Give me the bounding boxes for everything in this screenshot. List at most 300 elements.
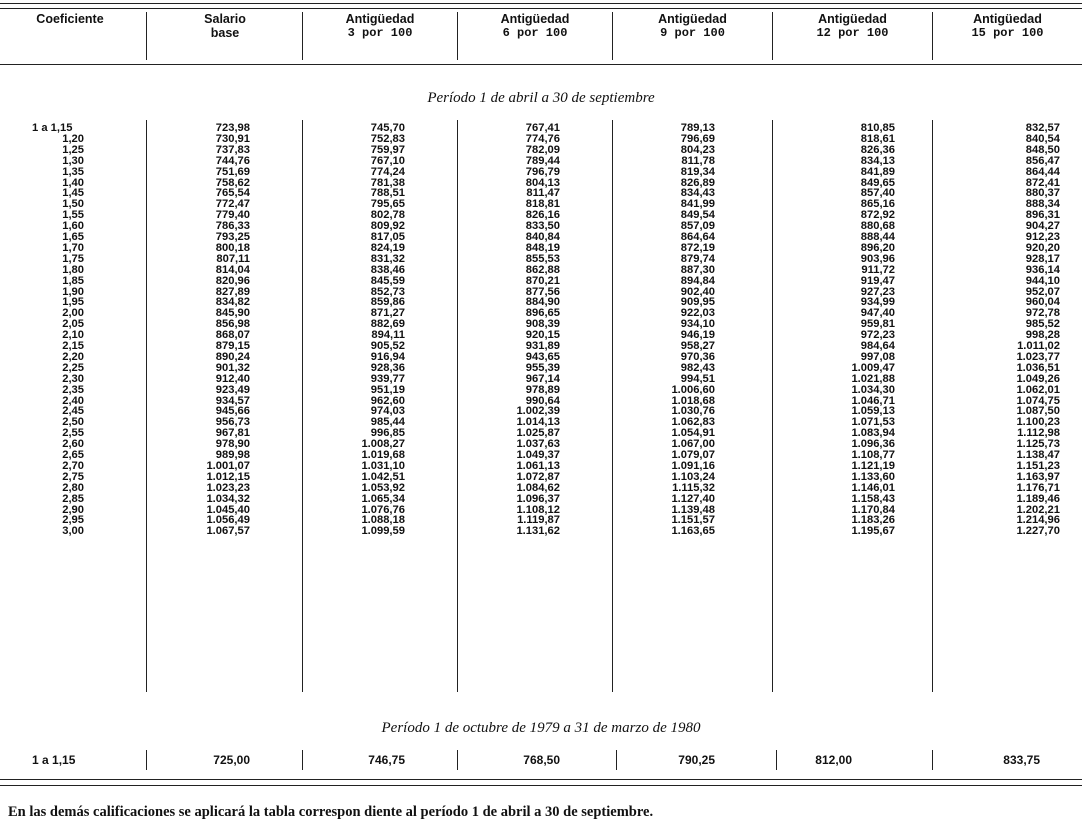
cell-antig-12: 1.021,88 (851, 372, 895, 385)
period-2-divider (616, 750, 617, 770)
header-divider (612, 12, 613, 60)
cell-antig-6: 811,47 (526, 187, 560, 200)
cell-antig-9: 958,27 (680, 340, 715, 352)
cell-salario: 772,47 (215, 198, 250, 211)
cell-antig-12: 1.009,47 (851, 361, 895, 374)
cell-antig-12: 841,89 (860, 165, 895, 178)
cell-antig-6: 840,84 (525, 231, 560, 243)
cell-antig-15: 1.112,98 (1017, 427, 1060, 440)
cell-antig-15: 928,17 (1025, 252, 1060, 265)
cell-antig-3: 802,78 (370, 209, 405, 222)
cell-antig-3: 871,27 (370, 307, 405, 320)
cell-antig-9: 879,74 (680, 252, 715, 265)
cell-salario: 827,89 (215, 285, 250, 298)
cell-antig-3: 831,32 (370, 252, 405, 265)
cell-antig-3: 1.031,10 (361, 459, 405, 472)
cell-antig-15: 936,14 (1025, 263, 1060, 276)
cell-antig-9: 934,10 (680, 318, 715, 331)
cell-salario: 779,40 (215, 209, 250, 222)
cell-antig-15: 904,27 (1025, 220, 1060, 233)
cell-antig-6: 789,44 (525, 154, 560, 167)
cell-antig-15: 1.074,75 (1016, 394, 1060, 407)
cell-salario: 751,69 (215, 165, 250, 178)
cell-antig-15: 1.189,46 (1016, 492, 1060, 505)
cell-antig-6: 931,89 (525, 340, 560, 352)
table-row (0, 483, 1082, 494)
cell-antig-15: 920,20 (1025, 241, 1060, 254)
cell-antig-6: 877,56 (525, 285, 560, 298)
table-row (0, 276, 1082, 287)
cell-antig-12: 959,81 (860, 318, 895, 331)
cell-coeficiente: 2,75 (62, 470, 84, 483)
cell-antig-3: 788,51 (370, 187, 405, 200)
cell-salario: 744,76 (215, 154, 250, 167)
cell-antig-9: 789,13 (680, 122, 715, 134)
cell-coeficiente: 2,20 (62, 350, 84, 363)
cell-antig-3: 752,83 (370, 132, 405, 145)
cell-antig-12: 1.158,43 (851, 492, 895, 505)
cell-coeficiente: 1,55 (62, 209, 84, 222)
cell-antig-15: 1.011,02 (1017, 340, 1060, 352)
cell-antig-3: 852,73 (370, 285, 405, 298)
cell-coeficiente: 2,45 (62, 405, 84, 418)
cell-antig-15: 872,41 (1025, 176, 1060, 189)
cell-antig-3: 767,10 (370, 154, 405, 167)
cell-antig-3: 838,46 (370, 263, 405, 276)
cell-antig-6: 804,13 (525, 176, 560, 189)
cell-antig-15: 888,34 (1025, 198, 1060, 211)
header-divider (146, 12, 147, 60)
cell-salario: 890,24 (215, 350, 250, 363)
cell-salario: 879,15 (215, 340, 250, 352)
cell-antig-3: 916,94 (370, 350, 405, 363)
cell-antig-12: 1.195,67 (851, 525, 895, 538)
cell-coeficiente: 1,20 (62, 132, 84, 145)
table-header (0, 12, 1082, 62)
cell-antig-9: 1.018,68 (671, 394, 715, 407)
cell-antig-15: 1.227,70 (1016, 525, 1060, 538)
cell-antig-15: 880,37 (1025, 187, 1060, 200)
cell-coeficiente: 2,10 (62, 329, 84, 342)
cell-antig-9: 1.062,83 (671, 416, 715, 429)
cell-antig-9: 796,69 (680, 132, 715, 145)
cell-antig-6: 855,53 (525, 252, 560, 265)
cell-antig-9: 1.115,32 (672, 481, 715, 494)
cell-coeficiente: 1,70 (62, 241, 84, 254)
cell-salario: 786,33 (215, 220, 250, 233)
table-row (0, 167, 1082, 178)
cell-coeficiente: 1,40 (62, 176, 84, 189)
cell-antig-9: 922,03 (680, 307, 715, 320)
cell-antig-9: 811,78 (681, 154, 715, 167)
period-2-antig-15: 833,75 (1003, 753, 1040, 767)
cell-antig-6: 1.072,87 (516, 470, 560, 483)
cell-antig-6: 848,19 (525, 241, 560, 254)
cell-antig-6: 1.025,87 (516, 427, 560, 440)
cell-antig-12: 872,92 (860, 209, 895, 222)
cell-antig-6: 1.049,37 (516, 449, 560, 461)
cell-antig-9: 864,64 (680, 231, 715, 243)
cell-antig-9: 1.079,07 (671, 449, 715, 461)
cell-antig-3: 996,85 (370, 427, 405, 440)
cell-antig-12: 1.034,30 (851, 383, 895, 396)
cell-antig-15: 944,10 (1025, 274, 1060, 287)
cell-antig-12: 849,65 (860, 176, 895, 189)
cell-antig-15: 1.214,96 (1016, 514, 1060, 527)
cell-coeficiente: 2,55 (62, 427, 84, 440)
cell-salario: 814,04 (215, 263, 250, 276)
cell-antig-9: 894,84 (680, 274, 715, 287)
cell-salario: 856,98 (215, 318, 250, 331)
period-2-antig-9: 790,25 (678, 753, 715, 767)
cell-antig-12: 919,47 (860, 274, 895, 287)
cell-coeficiente: 2,95 (62, 514, 84, 527)
cell-antig-6: 833,50 (525, 220, 560, 233)
period-2-antig-6: 768,50 (523, 753, 560, 767)
period-2-divider (146, 750, 147, 770)
cell-coeficiente: 2,80 (62, 481, 84, 494)
cell-antig-3: 781,38 (370, 176, 405, 189)
cell-antig-3: 1.099,59 (361, 525, 405, 538)
period-2-divider (932, 750, 933, 770)
cell-antig-9: 834,43 (680, 187, 715, 200)
cell-coeficiente: 2,35 (62, 383, 84, 396)
cell-salario: 807,11 (216, 252, 250, 265)
header-antig-12 (775, 12, 930, 62)
cell-antig-6: 1.108,12 (516, 503, 560, 516)
cell-coeficiente: 1,85 (62, 274, 84, 287)
table-row (0, 494, 1082, 505)
cell-antig-15: 960,04 (1025, 296, 1060, 309)
cell-antig-6: 1.131,62 (516, 525, 560, 538)
header-salario-line2: base (210, 26, 240, 40)
header-coeficiente-label: Coeficiente (36, 12, 104, 26)
cell-antig-3: 1.019,68 (361, 449, 405, 461)
cell-coeficiente: 1,50 (62, 198, 84, 211)
cell-antig-12: 896,20 (860, 241, 895, 254)
cell-antig-12: 972,23 (860, 329, 895, 342)
cell-antig-6: 884,90 (525, 296, 560, 309)
cell-antig-9: 1.030,76 (671, 405, 715, 418)
cell-salario: 834,82 (215, 296, 250, 309)
cell-antig-3: 962,60 (370, 394, 405, 407)
cell-antig-6: 967,14 (525, 372, 560, 385)
cell-antig-6: 1.061,13 (516, 459, 560, 472)
cell-antig-9: 1.163,65 (671, 525, 715, 538)
period-2-row (0, 749, 1082, 769)
cell-antig-3: 882,69 (370, 318, 405, 331)
cell-antig-12: 1.183,26 (851, 514, 895, 527)
header-divider (457, 12, 458, 60)
cell-antig-3: 1.008,27 (361, 438, 405, 451)
cell-antig-15: 840,54 (1025, 132, 1060, 145)
cell-salario: 945,66 (215, 405, 250, 418)
cell-antig-12: 1.133,60 (851, 470, 895, 483)
cell-antig-3: 809,92 (370, 220, 405, 233)
header-divider (302, 12, 303, 60)
cell-antig-15: 1.036,51 (1016, 361, 1060, 374)
cell-antig-6: 767,41 (525, 122, 560, 134)
cell-salario: 967,81 (215, 427, 250, 440)
cell-coeficiente: 1,90 (62, 285, 84, 298)
header-antig-12-line2: 12 por 100 (816, 26, 889, 40)
cell-coeficiente: 1,95 (62, 296, 84, 309)
cell-antig-9: 857,09 (680, 220, 715, 233)
cell-coeficiente: 1,60 (62, 220, 84, 233)
cell-salario: 1.045,40 (206, 503, 250, 516)
cell-coeficiente: 2,05 (62, 318, 84, 331)
cell-antig-6: 943,65 (525, 350, 560, 363)
cell-antig-3: 928,36 (370, 361, 405, 374)
cell-salario: 1.034,32 (206, 492, 250, 505)
cell-antig-3: 985,44 (370, 416, 405, 429)
header-antig-9 (615, 12, 770, 62)
cell-antig-9: 1.127,40 (671, 492, 715, 505)
cell-antig-6: 978,89 (525, 383, 560, 396)
cell-antig-9: 1.151,57 (671, 514, 715, 527)
period-2-title: Período 1 de octubre de 1979 a 31 de marzo de 1980 (381, 720, 701, 736)
cell-salario: 978,90 (215, 438, 250, 451)
cell-antig-9: 1.006,60 (671, 383, 715, 396)
cell-antig-9: 1.054,91 (671, 427, 715, 440)
cell-antig-12: 1.059,13 (851, 405, 895, 418)
cell-antig-15: 1.023,77 (1016, 350, 1060, 363)
cell-antig-12: 927,23 (860, 285, 895, 298)
top-rule-2 (0, 8, 1082, 9)
cell-antig-6: 782,09 (525, 143, 560, 156)
cell-antig-6: 1.002,39 (516, 405, 560, 418)
cell-salario: 793,25 (215, 231, 250, 243)
header-bottom-rule (0, 64, 1082, 65)
period-2-salario: 725,00 (213, 753, 250, 767)
table-row (0, 374, 1082, 385)
cell-antig-15: 1.163,97 (1016, 470, 1060, 483)
cell-salario: 730,91 (215, 132, 250, 145)
cell-antig-15: 1.100,23 (1016, 416, 1060, 429)
cell-coeficiente: 2,60 (62, 438, 84, 451)
cell-coeficiente: 2,85 (62, 492, 84, 505)
table-row (0, 156, 1082, 167)
cell-salario: 1.012,15 (206, 470, 250, 483)
cell-antig-12: 1.121,19 (851, 459, 895, 472)
cell-antig-3: 795,65 (370, 198, 405, 211)
cell-coeficiente: 2,25 (62, 361, 84, 374)
cell-coeficiente: 2,50 (62, 416, 84, 429)
cell-coeficiente: 1 a 1,15 (32, 122, 73, 134)
cell-antig-6: 1.037,63 (516, 438, 560, 451)
cell-antig-9: 909,95 (680, 296, 715, 309)
cell-antig-3: 974,03 (370, 405, 405, 418)
cell-coeficiente: 1,45 (62, 187, 84, 200)
cell-antig-9: 1.067,00 (671, 438, 715, 451)
cell-antig-15: 864,44 (1025, 165, 1060, 178)
cell-antig-3: 774,24 (370, 165, 405, 178)
cell-antig-6: 1.014,13 (516, 416, 560, 429)
cell-antig-3: 1.042,51 (361, 470, 405, 483)
header-antig-6-line1: Antigüedad (500, 12, 570, 26)
top-rule-1 (0, 3, 1082, 4)
cell-antig-12: 1.108,77 (851, 449, 895, 461)
cell-antig-9: 1.103,24 (671, 470, 715, 483)
cell-antig-3: 759,97 (370, 143, 405, 156)
cell-antig-3: 939,77 (370, 372, 405, 385)
cell-salario: 1.001,07 (206, 459, 250, 472)
cell-antig-15: 998,28 (1025, 329, 1060, 342)
period-1-title: Período 1 de abril a 30 de septiembre (427, 90, 655, 106)
cell-salario: 800,18 (215, 241, 250, 254)
cell-coeficiente: 2,40 (62, 394, 84, 407)
cell-antig-9: 1.091,16 (671, 459, 715, 472)
cell-antig-6: 826,16 (525, 209, 560, 222)
cell-salario: 901,32 (215, 361, 250, 374)
table-row (0, 526, 1082, 537)
period-2-divider (776, 750, 777, 770)
cell-antig-12: 934,99 (860, 296, 895, 309)
cell-antig-12: 1.146,01 (851, 481, 895, 494)
cell-antig-6: 955,39 (525, 361, 560, 374)
period-2-antig-12: 812,00 (815, 753, 852, 767)
cell-antig-12: 997,08 (860, 350, 895, 363)
cell-antig-12: 903,96 (860, 252, 895, 265)
cell-salario: 758,62 (215, 176, 250, 189)
header-salario (150, 12, 300, 62)
cell-salario: 723,98 (215, 122, 250, 134)
cell-antig-15: 1.087,50 (1016, 405, 1060, 418)
cell-antig-3: 1.088,18 (361, 514, 405, 527)
cell-salario: 923,49 (215, 383, 250, 396)
cell-coeficiente: 2,65 (62, 449, 84, 461)
header-coeficiente (10, 12, 130, 62)
cell-antig-15: 896,31 (1025, 209, 1060, 222)
cell-antig-15: 1.062,01 (1016, 383, 1060, 396)
cell-coeficiente: 1,25 (62, 143, 84, 156)
cell-salario: 1.023,23 (206, 481, 250, 494)
cell-salario: 737,83 (215, 143, 250, 156)
cell-coeficiente: 1,75 (62, 252, 84, 265)
cell-antig-3: 894,11 (371, 329, 405, 342)
header-antig-12-line1: Antigüedad (818, 12, 887, 26)
header-divider (932, 12, 933, 60)
cell-coeficiente: 1,65 (62, 231, 84, 243)
header-antig-9-line1: Antigüedad (658, 12, 727, 26)
cell-salario: 989,98 (215, 449, 250, 461)
cell-antig-9: 804,23 (680, 143, 715, 156)
cell-antig-15: 1.202,21 (1016, 503, 1060, 516)
cell-antig-15: 985,52 (1025, 318, 1060, 331)
cell-antig-3: 1.053,92 (361, 481, 405, 494)
cell-antig-9: 849,54 (680, 209, 715, 222)
header-antig-3-line1: Antigüedad (345, 12, 415, 26)
cell-antig-12: 834,13 (860, 154, 895, 167)
cell-antig-9: 819,34 (680, 165, 715, 178)
cell-antig-6: 818,81 (525, 198, 560, 211)
cell-salario: 820,96 (215, 274, 250, 287)
header-antig-6-line2: 6 por 100 (502, 26, 568, 40)
cell-antig-6: 1.096,37 (516, 492, 560, 505)
cell-salario: 765,54 (215, 187, 250, 200)
cell-antig-12: 826,36 (860, 143, 895, 156)
cell-antig-9: 826,89 (680, 176, 715, 189)
cell-antig-9: 982,43 (680, 361, 715, 374)
cell-antig-12: 1.170,84 (851, 503, 895, 516)
cell-antig-12: 984,64 (860, 340, 895, 352)
table-row (0, 265, 1082, 276)
cell-antig-15: 1.125,73 (1016, 438, 1060, 451)
cell-salario: 956,73 (215, 416, 250, 429)
cell-coeficiente: 3,00 (62, 525, 84, 538)
cell-coeficiente: 1,30 (62, 154, 84, 167)
table-row (0, 385, 1082, 396)
cell-antig-15: 832,57 (1025, 122, 1060, 134)
cell-antig-15: 848,50 (1025, 143, 1060, 156)
header-antig-6 (460, 12, 610, 62)
cell-antig-12: 880,68 (860, 220, 895, 233)
bottom-rule-2 (0, 785, 1082, 786)
cell-antig-9: 872,19 (680, 241, 715, 254)
period-2-divider (457, 750, 458, 770)
cell-coeficiente: 2,90 (62, 503, 84, 516)
header-antig-3-line2: 3 por 100 (347, 26, 413, 40)
cell-antig-15: 912,23 (1025, 231, 1060, 243)
cell-antig-6: 862,88 (525, 263, 560, 276)
cell-antig-6: 908,39 (525, 318, 560, 331)
cell-antig-6: 774,76 (525, 132, 560, 145)
cell-salario: 845,90 (215, 307, 250, 320)
cell-antig-6: 896,65 (525, 307, 560, 320)
cell-antig-12: 1.083,94 (851, 427, 895, 440)
cell-antig-9: 970,36 (680, 350, 715, 363)
cell-antig-9: 887,30 (680, 263, 715, 276)
header-antig-9-line2: 9 por 100 (660, 26, 725, 40)
cell-antig-12: 911,72 (861, 263, 895, 276)
cell-antig-3: 951,19 (370, 383, 405, 396)
cell-antig-3: 845,59 (370, 274, 405, 287)
cell-salario: 934,57 (215, 394, 250, 407)
header-antig-15 (935, 12, 1080, 62)
cell-antig-12: 865,16 (860, 198, 895, 211)
cell-antig-9: 946,19 (680, 329, 715, 342)
cell-antig-6: 920,15 (525, 329, 560, 342)
cell-antig-6: 990,64 (525, 394, 560, 407)
cell-antig-12: 947,40 (860, 307, 895, 320)
cell-antig-9: 902,40 (680, 285, 715, 298)
cell-antig-9: 1.139,48 (671, 503, 715, 516)
header-divider (772, 12, 773, 60)
footnote: En las demás calificaciones se aplicará la tabla correspon diente al período 1 de abril a 30 de septiembre. (8, 804, 654, 820)
cell-antig-3: 1.076,76 (361, 503, 405, 516)
cell-coeficiente: 2,70 (62, 459, 84, 472)
cell-antig-3: 1.065,34 (361, 492, 405, 505)
cell-antig-15: 1.138,47 (1016, 449, 1060, 461)
cell-coeficiente: 2,15 (62, 340, 84, 352)
cell-antig-12: 888,44 (860, 231, 895, 243)
cell-antig-6: 870,21 (525, 274, 560, 287)
cell-antig-12: 810,85 (860, 122, 895, 134)
cell-antig-3: 745,70 (370, 122, 405, 134)
cell-salario: 912,40 (215, 372, 250, 385)
header-salario-line1: Salario (204, 12, 246, 26)
header-antig-3 (305, 12, 455, 62)
cell-antig-3: 905,52 (370, 340, 405, 352)
cell-antig-6: 796,79 (525, 165, 560, 178)
cell-antig-12: 1.071,53 (851, 416, 895, 429)
cell-antig-9: 994,51 (680, 372, 715, 385)
cell-antig-15: 972,78 (1025, 307, 1060, 320)
cell-antig-15: 1.176,71 (1016, 481, 1060, 494)
cell-antig-6: 1.119,87 (517, 514, 560, 527)
cell-antig-15: 1.151,23 (1016, 459, 1060, 472)
cell-antig-6: 1.084,62 (516, 481, 560, 494)
